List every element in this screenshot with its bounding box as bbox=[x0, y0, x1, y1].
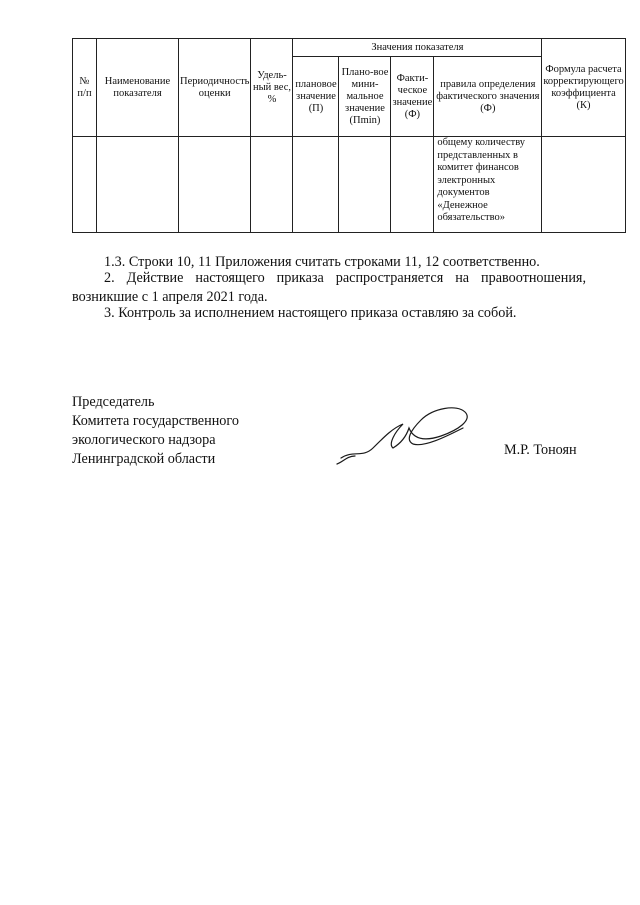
cell-period bbox=[179, 137, 251, 233]
cell-actual bbox=[391, 137, 434, 233]
cell-weight bbox=[251, 137, 293, 233]
indicator-table bbox=[72, 38, 626, 233]
cell-name bbox=[97, 137, 179, 233]
header-weight: Удель-ный вес, % bbox=[251, 39, 293, 137]
header-actual: Факти-ческое значение (Ф) bbox=[391, 57, 434, 137]
cell-planned-min bbox=[339, 137, 391, 233]
header-name: Наименование показателя bbox=[97, 39, 179, 137]
signatory-title bbox=[72, 393, 239, 469]
paragraph-3: 3. Контроль за исполнением настоящего приказа оставляю за собой. bbox=[104, 305, 517, 321]
signatory-line-1: Председатель bbox=[72, 394, 155, 410]
signatory-line-3: экологического надзора bbox=[72, 432, 216, 448]
header-planned-min: Плано-вое мини-мальное значение (Пmin) bbox=[339, 57, 391, 137]
cell-formula bbox=[542, 137, 625, 233]
signatory-line-4: Ленинградской области bbox=[72, 451, 216, 467]
header-values-group: Значения показателя bbox=[293, 39, 542, 57]
paragraph-1-3: 1.3. Строки 10, 11 Приложения считать строками 11, 12 соответственно. bbox=[104, 254, 540, 270]
cell-rule-text: общему количеству представленных в комитет финансов электронных документов «Денежное обязательство» bbox=[434, 137, 542, 233]
header-planned: плановое значение (П) bbox=[293, 57, 339, 137]
header-formula: Формула расчета корректирующего коэффициента (К) bbox=[542, 39, 625, 137]
cell-planned bbox=[293, 137, 339, 233]
header-num: № п/п bbox=[73, 39, 97, 137]
signatory-line-2: Комитета государственного bbox=[72, 413, 239, 429]
cell-num bbox=[73, 137, 97, 233]
header-rules: правила определения фактического значения (Ф) bbox=[434, 57, 542, 137]
signatory-name: М.Р. Тоноян bbox=[504, 442, 577, 458]
handwritten-signature bbox=[333, 398, 483, 468]
header-period: Периодичность оценки bbox=[179, 39, 251, 137]
paragraph-2: 2. Действие настоящего приказа распространяется на правоотношения, возникшие с 1 апреля 2021 года. bbox=[72, 270, 586, 305]
